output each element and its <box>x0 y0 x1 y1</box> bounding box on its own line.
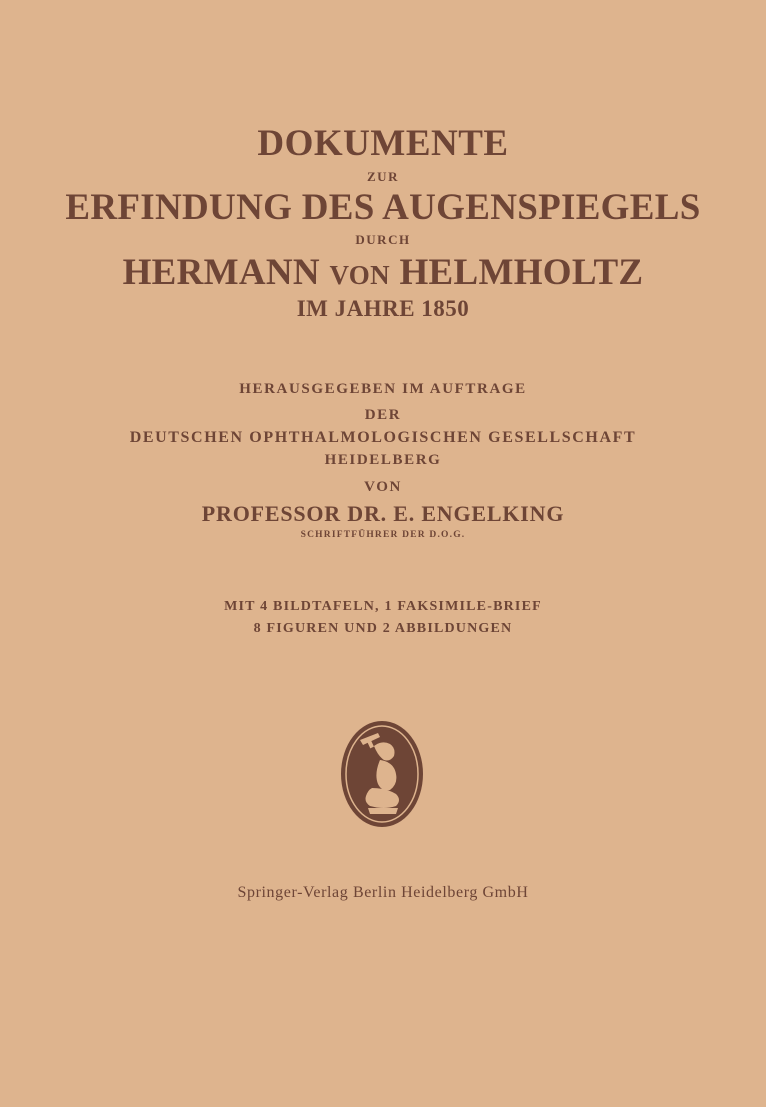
title-connector-durch: DURCH <box>355 232 411 247</box>
illustrations-line-1: MIT 4 BILDTAFELN, 1 FAKSIMILE-BRIEF <box>224 599 542 614</box>
springer-chess-knight-emblem-icon <box>338 718 426 830</box>
editorial-city: HEIDELBERG <box>324 452 442 468</box>
title-year-line: IM JAHRE 1850 <box>296 296 470 321</box>
illustrations-line-2: 8 FIGUREN UND 2 ABBILDUNGEN <box>253 621 513 636</box>
author-von: VON <box>329 260 390 290</box>
title-author-name <box>0 251 766 294</box>
publisher-name: Springer-Verlag Berlin Heidelberg GmbH <box>237 884 529 901</box>
title-line-2: ERFINDUNG DES AUGENSPIEGELS <box>65 187 701 228</box>
title-line-1: DOKUMENTE <box>257 123 509 164</box>
editorial-line-2: DER <box>364 407 402 423</box>
editor-role: SCHRIFTFÜHRER DER D.O.G. <box>300 530 466 540</box>
editor-name: PROFESSOR DR. E. ENGELKING <box>201 501 565 526</box>
editorial-society: DEUTSCHEN OPHTHALMOLOGISCHEN GESELLSCHAFT <box>129 429 637 446</box>
editorial-von: VON <box>364 479 402 495</box>
title-connector-zur: ZUR <box>367 169 399 184</box>
editorial-line-1: HERAUSGEGEBEN IM AUFTRAGE <box>239 381 527 397</box>
author-first-name: HERMANN <box>122 252 320 293</box>
author-last-name: HELMHOLTZ <box>399 252 644 293</box>
